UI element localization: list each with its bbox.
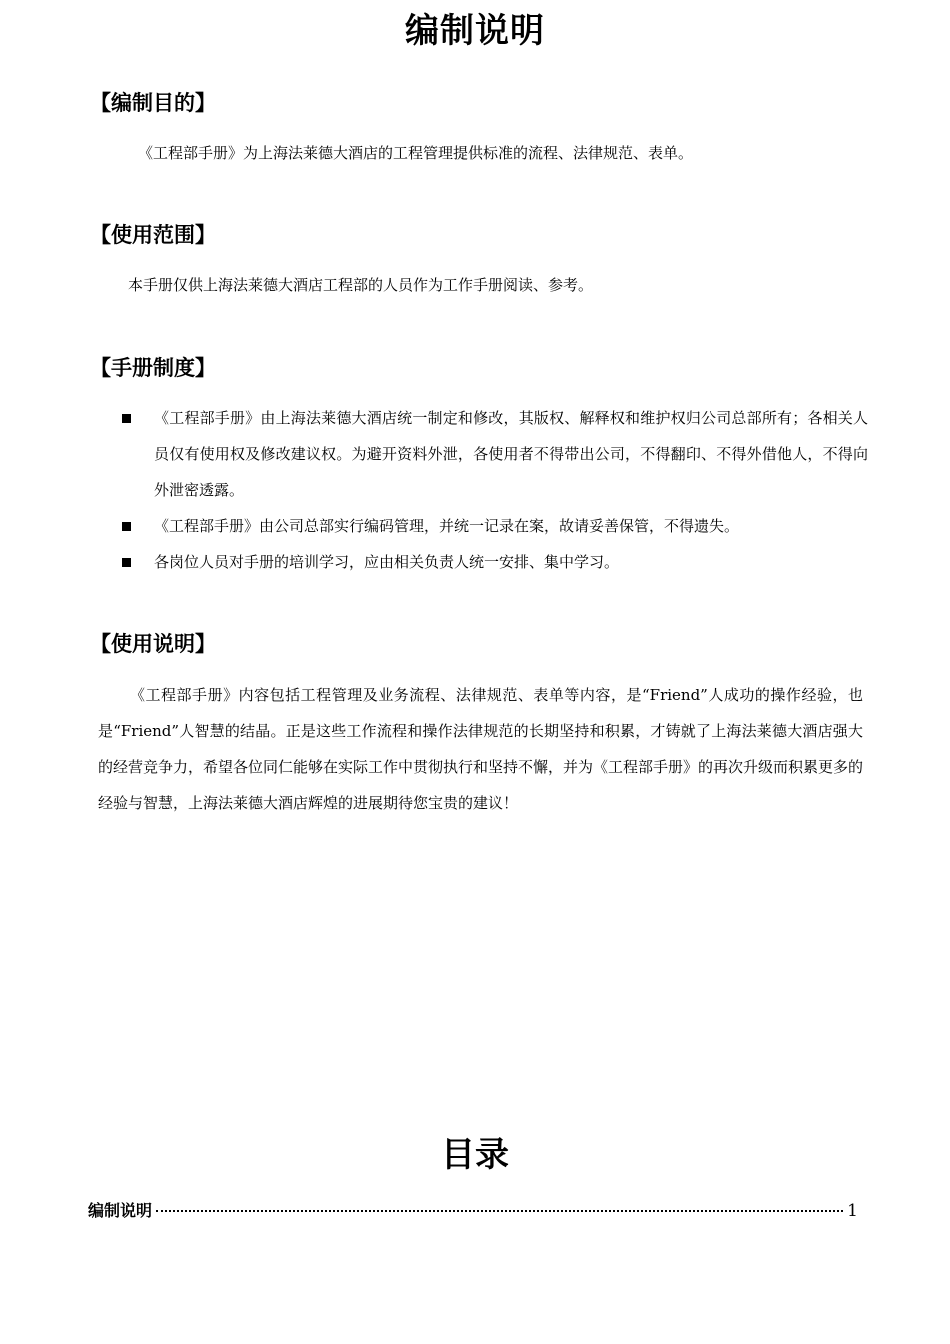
toc-entry-page: 1 [847,1201,858,1221]
toc-entry-label: 编制说明 [88,1201,153,1220]
toc-entry[interactable] [88,1198,858,1228]
policy-bullet-item [118,400,868,508]
toc-title: 目录 [441,1135,509,1175]
page-title: 编制说明 [405,11,545,51]
policy-bullet-item [118,544,868,580]
policy-bullet-list [118,400,868,580]
policy-bullet-item [118,508,868,544]
section-heading-scope: 【使用范围】 [90,223,216,247]
section-text-usage: 《工程部手册》内容包括工程管理及业务流程、法律规范、表单等内容，是“Friend”人成功的操作经验，也是“Friend”人智慧的结晶。正是这些工作流程和操作法律规范的长期坚持和积累，才铸就了上海法莱德大酒店强大的经营竞争力，希望各位同仁能够在实际工作中贯彻执行和坚持不懈，并为《工程部手册》的再次升级而积累更多的经验与智慧，上海法莱德大酒店辉煌的进展期待您宝贵的建议！ [98,686,864,812]
policy-bullet-text: 《工程部手册》由上海法莱德大酒店统一制定和修改，其版权、解释权和维护权归公司总部所有；各相关人员仅有使用权及修改建议权。为避开资料外泄，各使用者不得带出公司，不得翻印、不得外借他人，不得向外泄密透露。 [154,409,868,499]
bullet-square-icon [122,414,131,423]
policy-bullet-text: 《工程部手册》由公司总部实行编码管理，并统一记录在案，故请妥善保管，不得遗失。 [154,517,740,535]
section-heading-policy: 【手册制度】 [90,356,216,380]
section-text-purpose: 《工程部手册》为上海法莱德大酒店的工程管理提供标准的流程、法律规范、表单。 [138,144,694,162]
toc-dot-leader [156,1210,843,1212]
section-text-scope: 本手册仅供上海法莱德大酒店工程部的人员作为工作手册阅读、参考。 [128,276,594,294]
section-heading-usage: 【使用说明】 [90,632,216,656]
section-heading-purpose: 【编制目的】 [90,91,216,115]
bullet-square-icon [122,558,131,567]
policy-bullet-text: 各岗位人员对手册的培训学习，应由相关负责人统一安排、集中学习。 [154,553,620,571]
bullet-square-icon [122,522,131,531]
